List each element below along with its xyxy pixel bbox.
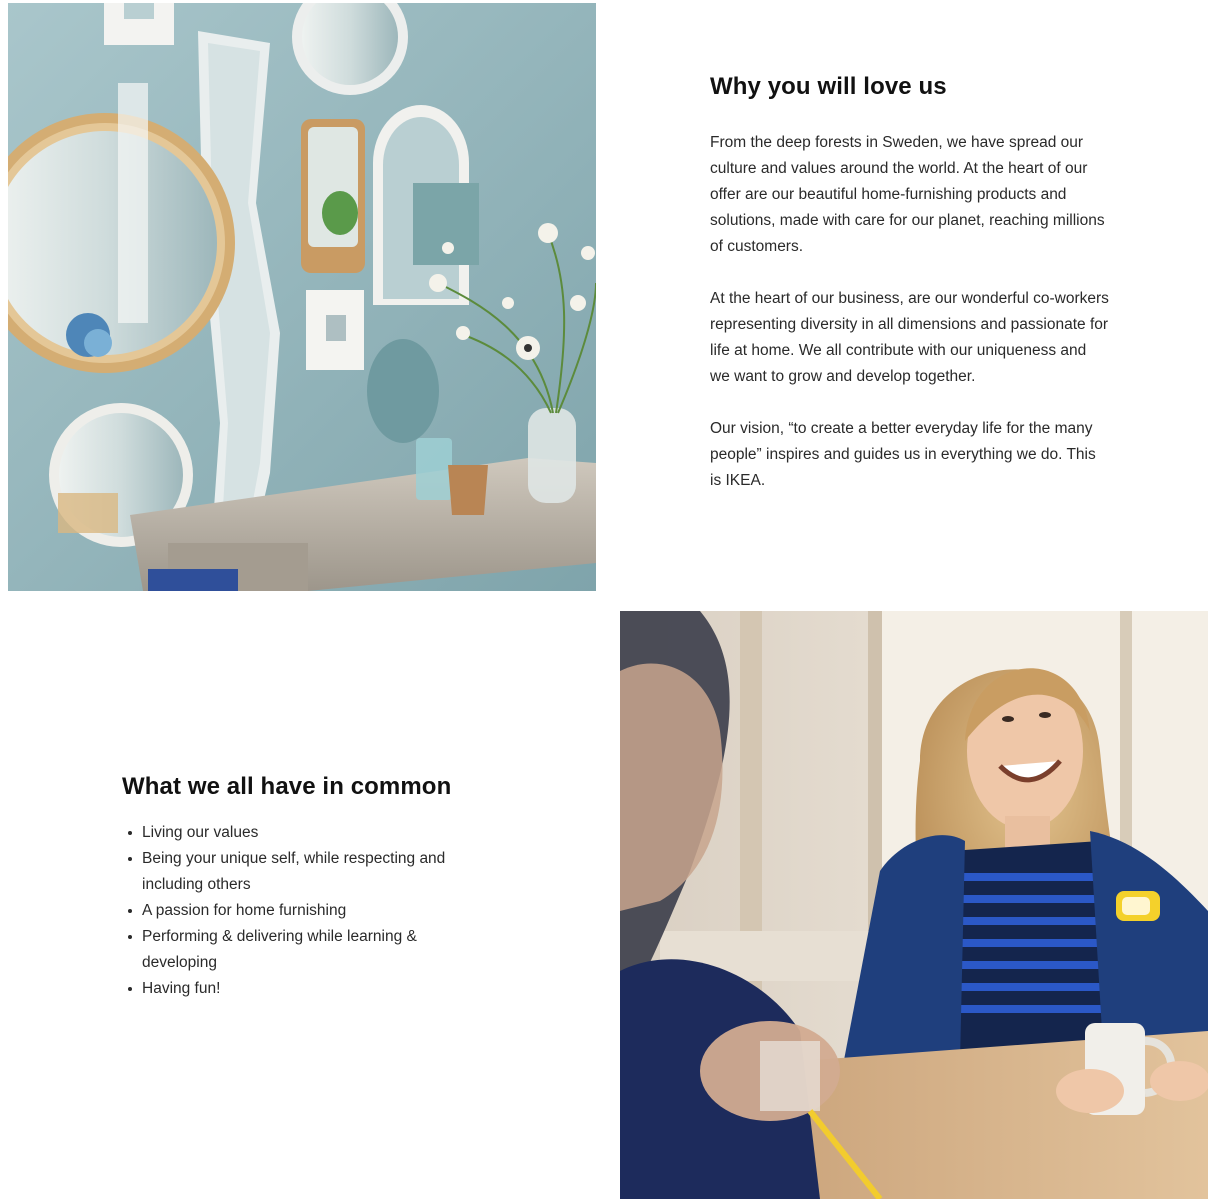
love-paragraph-coworkers: At the heart of our business, are our wonderful co-workers representing diversity in all dimensions and passionate for life at home. We all contribute with our uniqueness and we want to grow and develop together.	[710, 290, 1109, 385]
mirrors-wall-image	[8, 3, 596, 591]
coworker-illustration	[620, 611, 1208, 1199]
love-paragraph-vision: Our vision, “to create a better everyday life for the many people” inspires and guides us in everything we do. This is IKEA.	[710, 420, 1096, 489]
list-item: Performing & delivering while learning & developing	[142, 924, 482, 976]
common-values-heading: What we all have in common	[122, 773, 452, 800]
coworker-photo-image	[620, 611, 1208, 1199]
mirrors-illustration	[8, 3, 596, 591]
why-love-us-heading: Why you will love us	[710, 73, 947, 100]
common-values-section	[122, 770, 482, 1002]
list-item: Living our values	[142, 820, 482, 846]
why-love-us-section	[710, 70, 1110, 520]
common-values-list	[122, 820, 482, 1002]
list-item: Having fun!	[142, 976, 482, 1002]
list-item: Being your unique self, while respecting and including others	[142, 846, 482, 898]
love-paragraph-origins: From the deep forests in Sweden, we have spread our culture and values around the world. At the heart of our offer are our beautiful home-furnishing products and solutions, made with care for our planet, reaching millions of customers.	[710, 134, 1105, 255]
list-item: A passion for home furnishing	[142, 898, 482, 924]
